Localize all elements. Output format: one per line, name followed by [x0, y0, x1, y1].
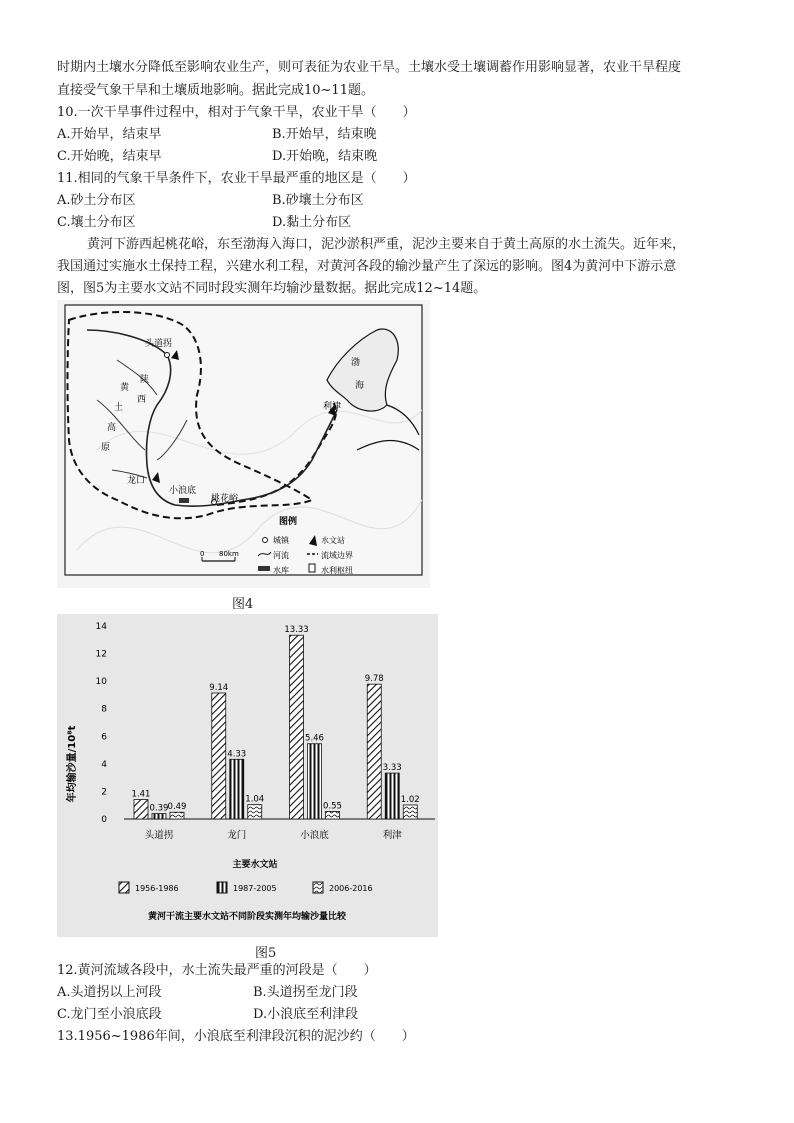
- q11-option-d: D.黏土分布区: [272, 215, 352, 230]
- x-category-label: 龙门: [227, 830, 247, 841]
- bar-2006-2016-龙门: [248, 805, 262, 819]
- label-shaanxi-1: 陕: [140, 375, 150, 385]
- y-tick-label: 0: [101, 815, 107, 825]
- q10-option-c: C.开始晚，结束早: [57, 149, 162, 164]
- data-label: 3.33: [382, 763, 402, 774]
- x-category-label: 小浪底: [300, 830, 329, 841]
- legend-reservoir: 水库: [273, 566, 289, 575]
- bar-1956-1986-利津: [367, 684, 381, 819]
- bar-1956-1986-龙门: [212, 693, 226, 819]
- y-tick-label: 2: [101, 787, 107, 798]
- q12-option-c: C.龙门至小浪底段: [57, 1007, 162, 1022]
- data-label: 4.33: [227, 749, 247, 760]
- legend-town-symbol: [263, 538, 268, 543]
- reservoir-xiaolangdi: [179, 498, 189, 503]
- y-tick-label: 10: [95, 677, 107, 688]
- passage-line-3: 图，图5为主要水文站不同时段实测年均输沙量数据。据此完成12~14题。: [57, 281, 487, 296]
- y-tick-label: 6: [101, 732, 107, 743]
- data-label: 0.49: [167, 802, 187, 813]
- legend-boundary: 流域边界: [321, 551, 353, 560]
- bar-2006-2016-小浪底: [326, 811, 340, 819]
- data-label: 0.55: [323, 801, 342, 812]
- label-longmen: 龙口: [127, 476, 146, 486]
- y-tick-label: 8: [101, 704, 107, 715]
- figure-4-map: [57, 300, 430, 588]
- bar-1987-2005-小浪底: [308, 744, 322, 819]
- y-tick-label: 12: [95, 649, 107, 660]
- scale-dist: 80km: [219, 550, 239, 558]
- label-lijin: 利津: [323, 402, 342, 412]
- label-loess-3: 高: [107, 423, 117, 433]
- q12-stem: 12.黄河流域各段中，水土流失最严重的河段是（ ）: [57, 963, 377, 978]
- intro-line-2: 直接受气象干旱和土壤质地影响。据此完成10~11题。: [57, 83, 374, 98]
- label-toudaoguai: 头道拐: [145, 339, 173, 349]
- legend-swatch-2006-2016: [313, 882, 323, 893]
- legend-label-2006-2016: 2006-2016: [329, 884, 373, 893]
- legend-label-1956-1986: 1956-1986: [135, 884, 179, 893]
- chart-legend: [119, 882, 373, 893]
- y-tick-label: 14: [95, 622, 107, 632]
- label-loess-2: 土: [114, 403, 124, 413]
- label-xiaolangdi: 小浪底: [169, 486, 197, 496]
- intro-line-1: 时期内土壤水分降低至影响农业生产，则可表征为农业干旱。土壤水受土壤调蓄作用影响显著，农业干旱程度: [57, 60, 682, 75]
- q12-option-b: B.头道拐至龙门段: [253, 985, 358, 1000]
- bar-1987-2005-利津: [385, 773, 399, 819]
- data-label: 9.78: [364, 674, 384, 685]
- legend-label-1987-2005: 1987-2005: [233, 884, 277, 893]
- town-toudaoguai: [165, 353, 170, 358]
- q13-stem: 13.1956~1986年间，小浪底至利津段沉积的泥沙约（ ）: [57, 1029, 415, 1044]
- bar-1987-2005-龙门: [230, 759, 244, 819]
- y-tick-label: 4: [101, 759, 107, 770]
- q12-option-a: A.头道拐以上河段: [57, 985, 162, 1000]
- figure-4-caption: 图4: [232, 597, 254, 612]
- q10-option-d: D.开始晚，结束晚: [272, 149, 378, 164]
- data-label: 0.39: [149, 803, 169, 814]
- scale-zero: 0: [200, 550, 205, 558]
- data-label: 1.41: [131, 789, 151, 800]
- legend-town: 城镇: [273, 536, 289, 545]
- label-shaanxi-2: 西: [137, 395, 147, 405]
- q11-option-b: B.砂壤土分布区: [272, 193, 364, 208]
- bar-2006-2016-头道拐: [170, 812, 184, 819]
- legend-station: 水文站: [321, 536, 345, 545]
- x-category-label: 头道拐: [144, 830, 174, 841]
- q12-option-d: D.小浪底至利津段: [253, 1007, 359, 1022]
- label-bohai-1: 渤: [351, 358, 361, 368]
- label-taohuayu: 桃花峪: [211, 494, 239, 504]
- data-label: 1.04: [245, 794, 265, 805]
- legend-river: 河流: [273, 551, 289, 560]
- bar-1956-1986-头道拐: [134, 800, 148, 819]
- label-loess-1: 黄: [120, 383, 130, 393]
- q10-option-a: A.开始早，结束早: [57, 127, 162, 142]
- bar-1987-2005-头道拐: [152, 814, 166, 819]
- q10-stem: 10.一次干旱事件过程中，相对于气象干旱，农业干旱（ ）: [57, 105, 416, 120]
- chart-title: 黄河干流主要水文站不同阶段实测年均输沙量比较: [147, 912, 347, 922]
- legend-hub-symbol: [309, 564, 315, 572]
- x-category-label: 利津: [382, 830, 402, 841]
- legend-title: 图例: [279, 517, 298, 527]
- q11-stem: 11.相同的气象干旱条件下，农业干旱最严重的地区是（ ）: [57, 171, 416, 186]
- chart-ylabel: 年均输沙量/10⁸t: [67, 725, 78, 803]
- label-bohai-2: 海: [355, 381, 365, 391]
- legend-swatch-1956-1986: [119, 882, 129, 893]
- bar-1956-1986-小浪底: [290, 635, 304, 819]
- q10-option-b: B.开始早，结束晚: [272, 127, 377, 142]
- passage-line-2: 我国通过实施水土保持工程，兴建水利工程，对黄河各段的输沙量产生了深远的影响。图4为黄河中下游示意: [57, 259, 677, 274]
- chart-bars: [131, 635, 417, 819]
- label-loess-4: 原: [101, 443, 111, 453]
- data-label: 5.46: [305, 733, 324, 744]
- data-label: 13.33: [284, 625, 309, 636]
- q11-option-c: C.壤土分布区: [57, 215, 136, 230]
- figure-5-caption: 图5: [255, 946, 277, 961]
- legend-hub: 水利枢纽: [321, 566, 353, 575]
- legend-swatch-1987-2005: [217, 882, 227, 893]
- bar-2006-2016-利津: [403, 805, 417, 819]
- figure-5-chart: [57, 614, 438, 937]
- data-label: 9.14: [209, 682, 229, 693]
- data-label: 1.02: [400, 794, 420, 805]
- legend-reservoir-symbol: [258, 566, 270, 571]
- passage-line-1: 黄河下游西起桃花峪，东至渤海入海口，泥沙淤积严重，泥沙主要来自于黄土高原的水土流失。近年来，: [87, 237, 686, 252]
- chart-xlabel: 主要水文站: [232, 860, 278, 870]
- q11-option-a: A.砂土分布区: [57, 193, 136, 208]
